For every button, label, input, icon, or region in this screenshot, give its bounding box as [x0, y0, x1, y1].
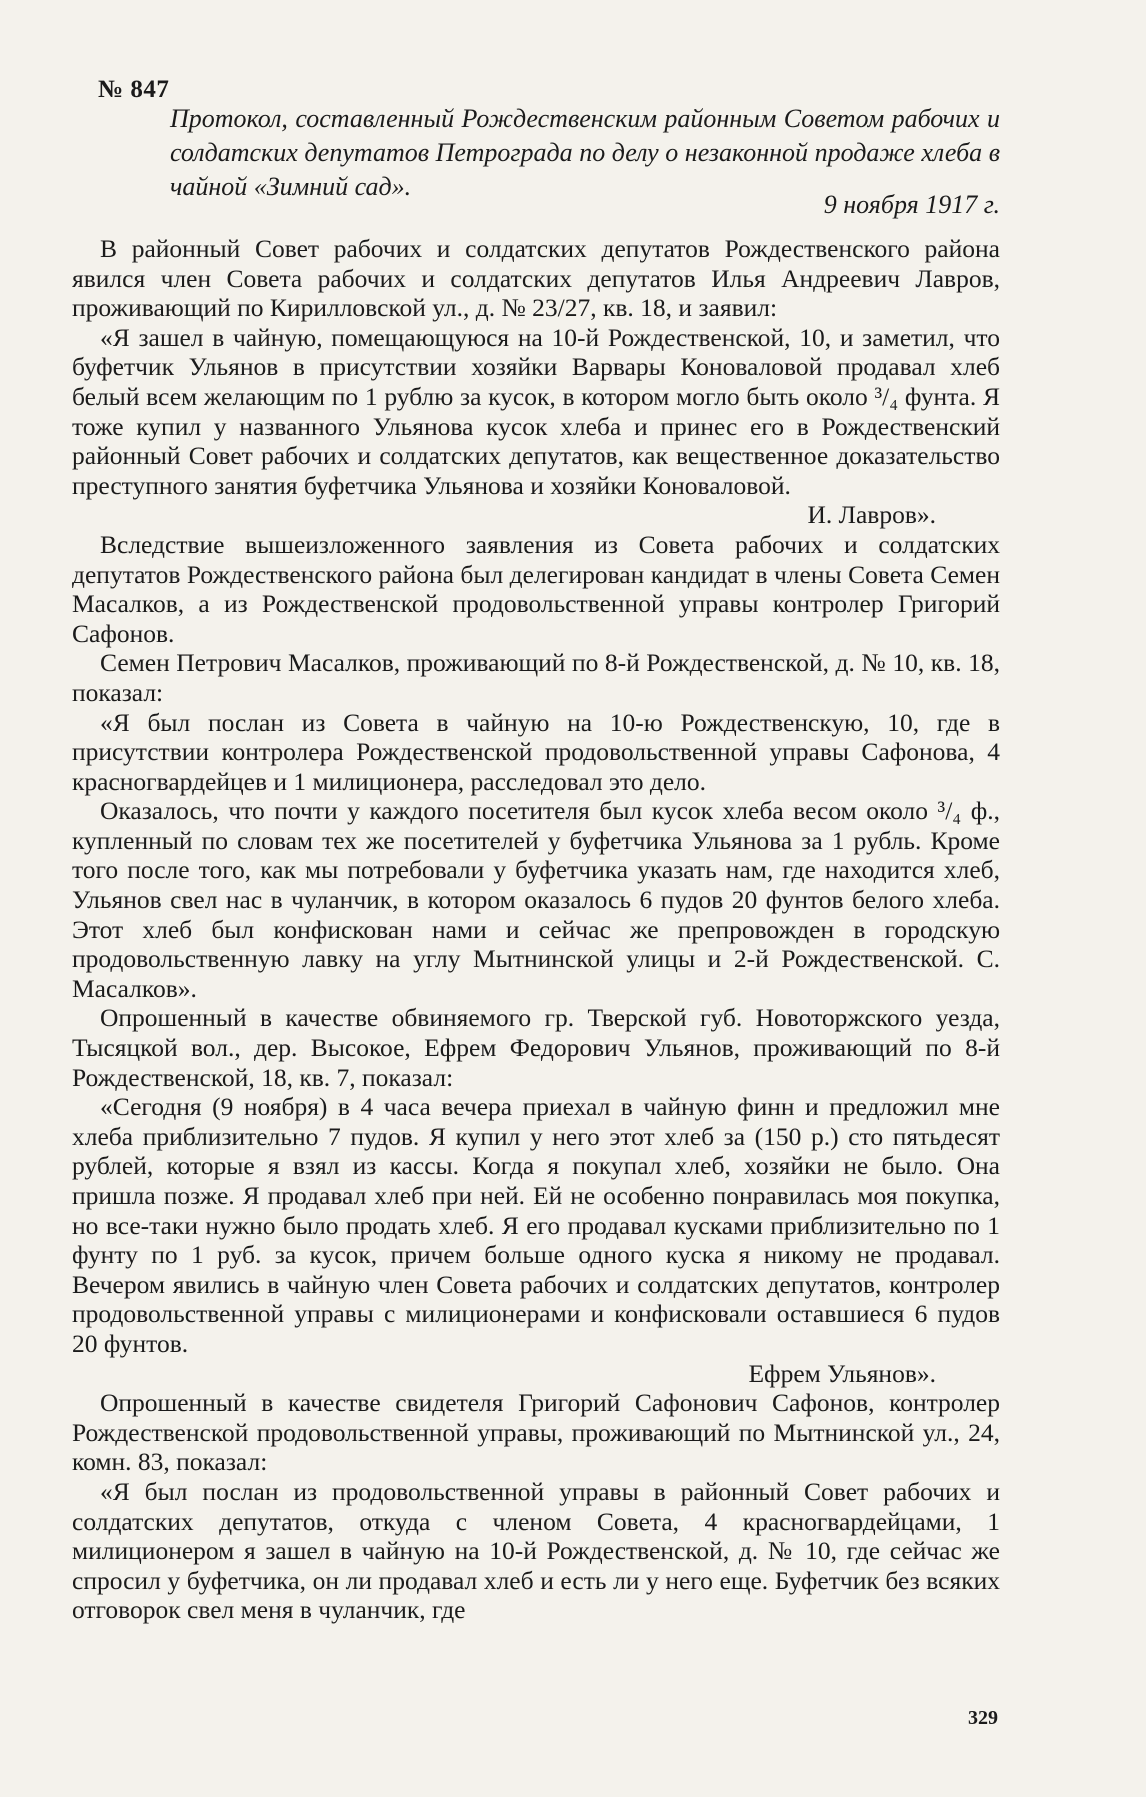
paragraph: «Сегодня (9 ноября) в 4 часа вечера приехал в чайную финн и предложил мне хлеба приблизительно 7 пудов. Я купил у него этот хлеб за (150 р.) сто пятьдесят рублей, которые я взял из кассы. Когда я покупал хлеб, хозяйки не было. Она пришла позже. Я продавал хлеб при ней. Ей не особенно понравилась моя покупка, но все-таки нужно было продать хлеб. Я его продавал кусками приблизительно по 1 фунту по 1 руб. за кусок, причем больше одного куска я никому не продавал. Вечером явились в чайную член Совета рабочих и солдатских депутатов, контролер продовольственной управы с милиционерами и конфисковали оставшиеся 6 пудов 20 фунтов.	[72, 1092, 1000, 1358]
paragraph: В районный Совет рабочих и солдатских депутатов Рождественского района явился член Совета рабочих и солдатских депутатов Илья Андреевич Лавров, проживающий по Кирилловской ул., д. № 23/27, кв. 18, и заявил:	[72, 234, 1000, 323]
page-number: 329	[968, 1707, 998, 1729]
document-date: 9 ноября 1917 г.	[823, 190, 1000, 219]
paragraph: Опрошенный в качестве свидетеля Григорий Сафонович Сафонов, контролер Рождественской продовольственной управы, проживающий по Мытнинской ул., 24, комн. 83, показал:	[72, 1388, 1000, 1477]
paragraph: Оказалось, что почти у каждого посетителя был кусок хлеба весом около ³/₄ ф., купленный по словам тех же посетителей у буфетчика Ульянова за 1 рубль. Кроме того после того, как мы потребовали у буфетчика указать нам, где находится хлеб, Ульянов свел нас в чуланчик, в котором оказалось 6 пудов 20 фунтов белого хлеба. Этот хлеб был конфискован нами и сейчас же препровожден в городскую продовольственную лавку на углу Мытнинской улицы и 2-й Рождественской. С. Масалков».	[72, 796, 1000, 1003]
paragraph: Вследствие вышеизложенного заявления из Совета рабочих и солдатских депутатов Рождественского района был делегирован кандидат в члены Совета Семен Масалков, а из Рождественской продовольственной управы контролер Григорий Сафонов.	[72, 529, 1000, 648]
document-body	[72, 234, 1000, 1625]
document-title: Протокол, составленный Рождественским районным Советом рабочих и солдатских депутатов Петрограда по делу о незаконной продаже хлеба в чайной «Зимний сад».	[170, 104, 1000, 201]
signature-ulyanov: Ефрем Ульянов».	[748, 1358, 936, 1388]
paragraph: «Я был послан из продовольственной управы в районный Совет рабочих и солдатских депутатов, откуда с членом Совета, 4 красногвардейцами, 1 милиционером я зашел в чайную на 10-й Рождественской, д. № 10, где сейчас же спросил у буфетчика, он ли продавал хлеб и есть ли у него еще. Буфетчик без всяких отговорок свел меня в чуланчик, где	[72, 1476, 1000, 1625]
paragraph: «Я был послан из Совета в чайную на 10-ю Рождественскую, 10, где в присутствии контролера Рождественской продовольственной управы Сафонова, 4 красногвардейцев и 1 милиционера, расследовал это дело.	[72, 707, 1000, 796]
paragraph: «Я зашел в чайную, помещающуюся на 10-й Рождественской, 10, и заметил, что буфетчик Ульянов в присутствии хозяйки Варвары Коноваловой продавал хлеб белый всем желающим по 1 рублю за кусок, в котором могло быть около ³/₄ фунта. Я тоже купил у названного Ульянова кусок хлеба и принес его в Рождественский районный Совет рабочих и солдатских депутатов, как вещественное доказательство преступного занятия буфетчика Ульянова и хозяйки Коноваловой.	[72, 322, 1000, 500]
paragraph: Семен Петрович Масалков, проживающий по 8-й Рождественской, д. № 10, кв. 18, показал:	[72, 648, 1000, 707]
document-number: № 847	[98, 76, 170, 103]
paragraph: Опрошенный в качестве обвиняемого гр. Тверской губ. Новоторжского уезда, Тысяцкой вол., дер. Высокое, Ефрем Федорович Ульянов, проживающий по 8-й Рождественской, 18, кв. 7, показал:	[72, 1003, 1000, 1092]
signature-lavrov: И. Лавров».	[807, 500, 936, 530]
